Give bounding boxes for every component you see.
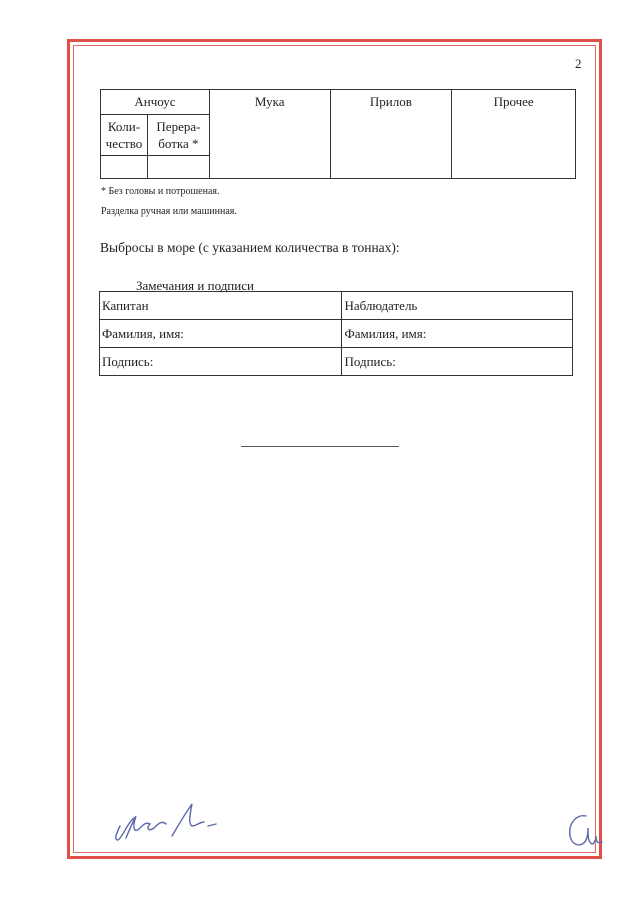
processing-value-cell — [147, 156, 209, 179]
catch-table — [100, 89, 576, 179]
processing-line1: Перера- — [156, 119, 201, 134]
subheader-processing — [147, 115, 209, 156]
header-bycatch-label: Прилов — [369, 94, 412, 109]
header-flour — [209, 90, 330, 179]
discards-label: Выбросы в море (с указанием количества в тоннах): — [100, 240, 400, 255]
captain-signature-cell: Подпись: — [100, 348, 342, 376]
page-number: 2 — [575, 56, 582, 71]
end-rule — [241, 446, 399, 447]
signature-left-icon — [112, 798, 222, 848]
signatures-role-row — [100, 292, 573, 320]
captain-cell: Капитан — [100, 292, 342, 320]
catch-header-row — [101, 90, 576, 115]
signature-right-icon — [564, 810, 604, 852]
header-other — [452, 90, 576, 179]
header-other-label: Прочее — [493, 94, 534, 109]
footnote-2: Разделка ручная или машинная. — [101, 206, 237, 217]
header-bycatch — [330, 90, 452, 179]
observer-signature-cell: Подпись: — [342, 348, 573, 376]
quantity-line2: чество — [105, 136, 143, 151]
signatures-name-row — [100, 320, 573, 348]
header-anchovy: Анчоус — [101, 90, 210, 115]
header-flour-label: Мука — [254, 94, 285, 109]
subheader-quantity — [101, 115, 148, 156]
captain-name-cell: Фамилия, имя: — [100, 320, 342, 348]
observer-name-cell: Фамилия, имя: — [342, 320, 573, 348]
signatures-signature-row — [100, 348, 573, 376]
quantity-line1: Коли- — [107, 119, 141, 134]
processing-line2: ботка * — [158, 136, 199, 151]
footnote-1: * Без головы и потрошеная. — [101, 186, 220, 197]
remarks-title: Замечания и подписи — [136, 278, 254, 293]
quantity-value-cell — [101, 156, 148, 179]
observer-cell: Наблюдатель — [342, 292, 573, 320]
signatures-table — [99, 291, 573, 376]
